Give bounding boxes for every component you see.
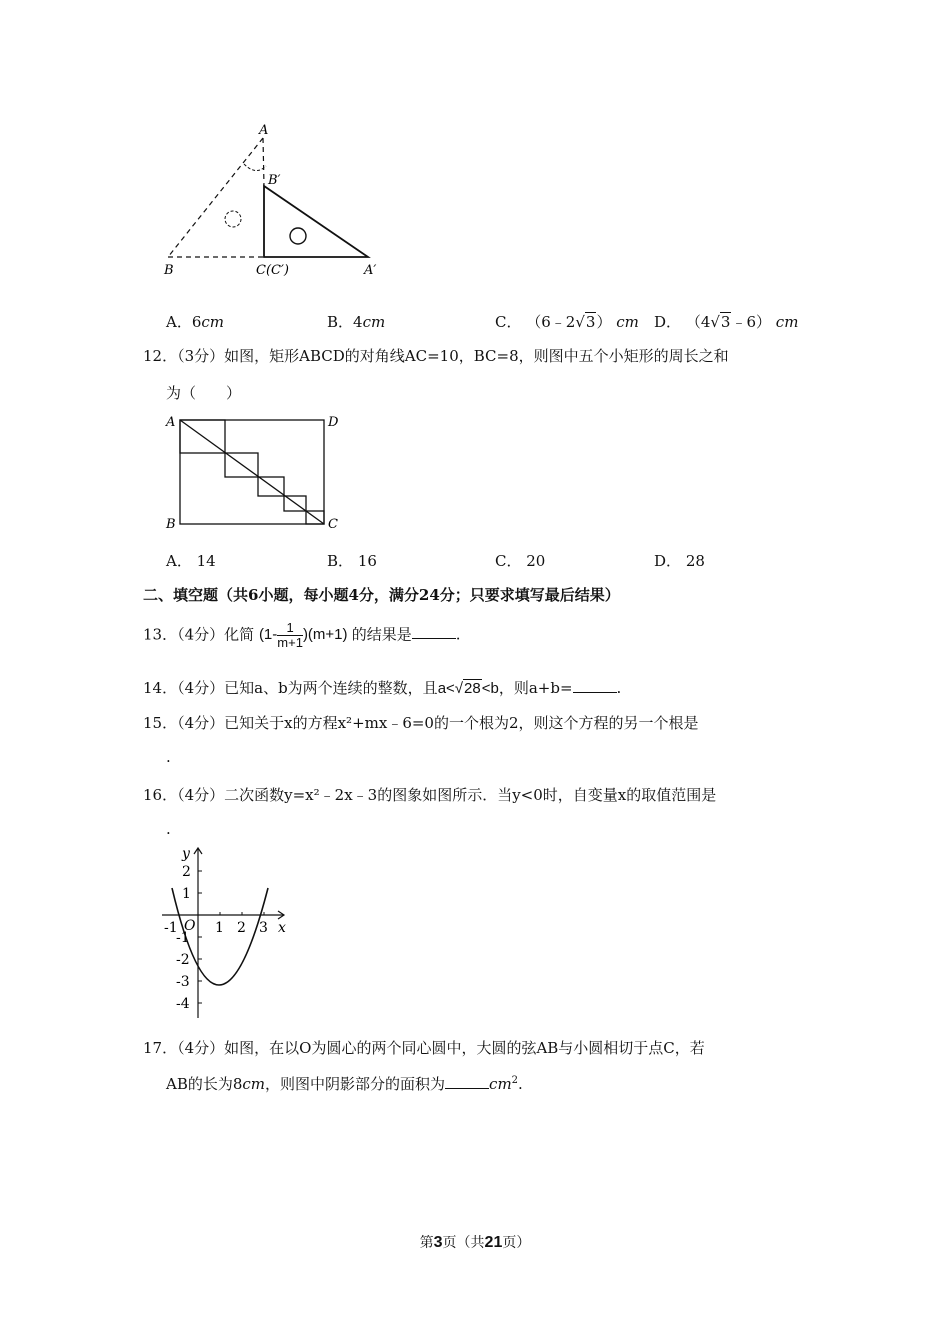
q16-stem-cont: . — [166, 820, 171, 838]
tick-marks — [198, 871, 264, 1003]
label-D: D — [328, 415, 339, 430]
y-axis-label: y — [182, 846, 190, 862]
q15-stem: 15．（4分）已知关于x的方程x²+mx﹣6=0的一个根为2，则这个方程的另一个根是 — [143, 714, 699, 732]
label-B: B — [164, 263, 174, 278]
q12-stem-line1: 12．（3分）如图，矩形ABCD的对角线AC=10，BC=8，则图中五个小矩形的周长之和 — [143, 347, 729, 365]
q17-answer-blank[interactable] — [445, 1074, 489, 1089]
q12-option-a[interactable]: A． 14 — [166, 552, 216, 570]
q12-stem-line2: 为（ ） — [166, 384, 242, 402]
q12-option-b[interactable]: B． 16 — [327, 552, 377, 570]
label-B: B — [166, 517, 176, 532]
page-footer: 第3页（共21页） — [419, 1234, 531, 1251]
x-axis-label: x — [278, 920, 286, 936]
section-heading: 二、填空题（共6小题，每小题4分，满分24分；只要求填写最后结果） — [143, 586, 620, 604]
y-tick-label: -4 — [176, 996, 190, 1012]
label-A-prime: A′ — [364, 263, 377, 278]
dashed-line-AB — [168, 138, 263, 257]
x-tick-label: 1 — [215, 920, 224, 936]
q11-option-c[interactable]: C． （6﹣2√3） cm — [495, 313, 639, 331]
triangle-solid — [264, 186, 368, 257]
q13-expression: (1- $\frac{1}{m+1}$ )(m+1) — [258, 620, 348, 650]
q12-option-d[interactable]: D． 28 — [654, 552, 705, 570]
x-tick-label: 2 — [237, 920, 246, 936]
y-tick-label: -2 — [176, 952, 190, 968]
x-tick-label: -1 — [164, 920, 178, 936]
q13-answer-blank[interactable] — [412, 624, 456, 639]
q12-option-c[interactable]: C． 20 — [495, 552, 546, 570]
label-A: A — [259, 123, 269, 138]
q12-figure — [160, 410, 350, 535]
y-tick-label: -1 — [176, 930, 190, 946]
q11-option-b[interactable]: B．4cm — [327, 313, 386, 331]
diagonal-ac — [180, 420, 324, 524]
dashed-line-AC — [263, 138, 264, 186]
label-C: C — [328, 517, 338, 532]
q11-option-a[interactable]: A．6cm — [166, 313, 225, 331]
q17-stem-line1: 17．（4分）如图，在以O为圆心的两个同心圆中，大圆的弦AB与小圆相切于点C，若 — [143, 1039, 705, 1057]
q17-stem-line2: AB的长为8cm，则图中阴影部分的面积为 $cm^2$. — [166, 1075, 523, 1093]
label-C: C(C′) — [256, 263, 289, 278]
q11-figure — [160, 120, 390, 285]
q15-stem-cont: . — [166, 748, 171, 766]
q11-option-d[interactable]: D． （4√3﹣6） cm — [654, 313, 799, 331]
origin-label: O — [184, 918, 196, 934]
label-B-prime: B′ — [268, 173, 281, 188]
q13-stem: 13．（4分）化简 (1- $\frac{1}{m+1}$ )(m+1) 的结果是 . — [143, 620, 461, 650]
y-tick-label: 1 — [182, 886, 191, 902]
x-tick-label: 3 — [259, 920, 268, 936]
q16-stem: 16．（4分）二次函数y=x²﹣2x﹣3的图象如图所示．当y<0时，自变量x的取值范围是 — [143, 786, 717, 804]
y-tick-label: 2 — [182, 864, 191, 880]
solid-circle — [290, 228, 306, 244]
q14-answer-blank[interactable] — [573, 678, 617, 693]
dashed-circle — [225, 211, 241, 227]
y-tick-label: -3 — [176, 974, 190, 990]
angle-arc — [244, 164, 266, 171]
label-A: A — [166, 415, 176, 430]
q14-stem: 14．（4分）已知a、b为两个连续的整数，且a<√28<b，则a+b= . — [143, 679, 622, 697]
q16-graph — [158, 842, 298, 1022]
